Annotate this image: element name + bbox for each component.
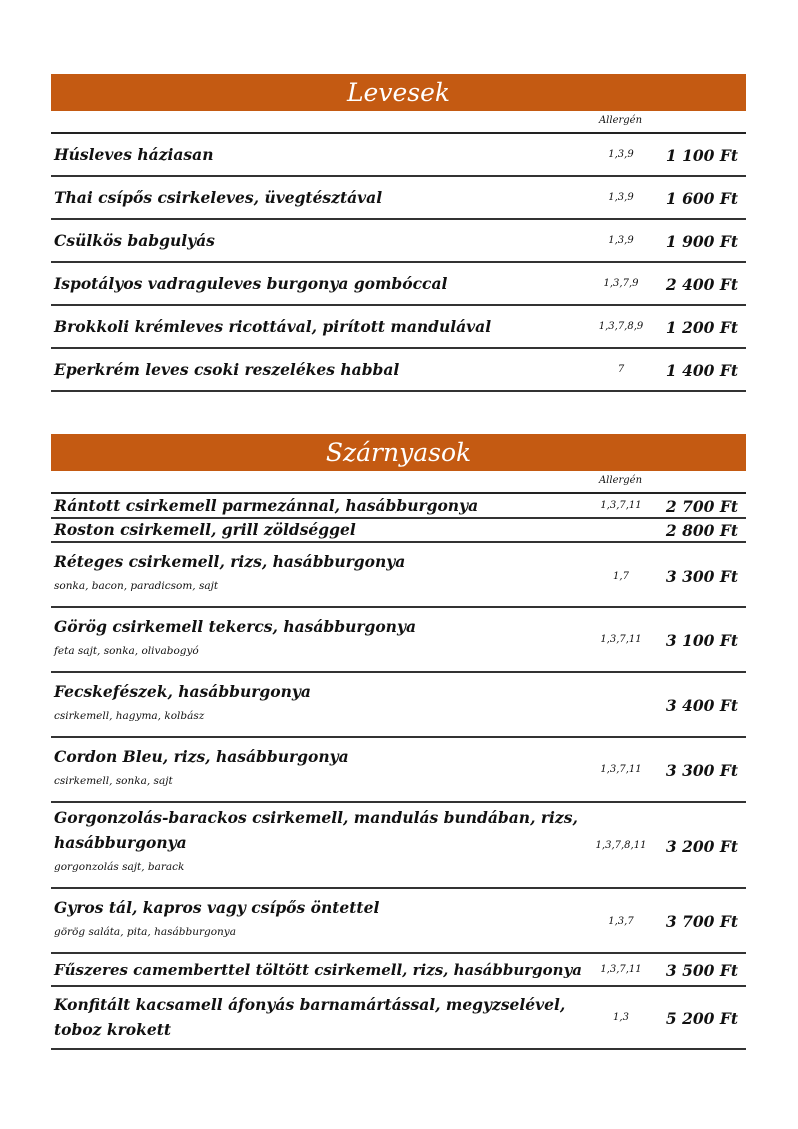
item-name: Gyros tál, kapros vagy csípős öntettel <box>54 898 380 917</box>
item-price: 1 100 Ft <box>665 146 738 165</box>
item-allergens: 1,3 <box>613 1012 629 1023</box>
item-name: Görög csirkemell tekercs, hasábburgonya <box>54 617 417 636</box>
allergen-header: Allergén <box>598 475 643 486</box>
item-allergens: 1,3,7 <box>608 916 634 927</box>
item-price: 3 100 Ft <box>665 631 738 650</box>
item-name: Fecskefészek, hasábburgonya <box>54 682 311 701</box>
item-description: görög saláta, pita, hasábburgonya <box>54 926 236 938</box>
item-description: csirkemell, hagyma, kolbász <box>54 710 205 722</box>
menu-item <box>51 543 746 608</box>
menu-item <box>51 987 746 1050</box>
menu-item <box>51 738 746 803</box>
item-name: Rántott csirkemell parmezánnal, hasábburgonya <box>54 496 479 515</box>
item-price: 3 200 Ft <box>665 837 738 856</box>
menu-item <box>51 519 746 543</box>
item-name: Réteges csirkemell, rizs, hasábburgonya <box>54 552 406 571</box>
item-name: Húsleves háziasan <box>54 145 214 164</box>
item-price: 1 900 Ft <box>665 232 738 251</box>
item-name-line2: toboz krokett <box>54 1020 172 1039</box>
allergen-header: Allergén <box>598 115 643 126</box>
item-allergens: 1,3,7,9 <box>603 278 639 289</box>
allergen-header-row <box>51 111 746 134</box>
item-price: 1 400 Ft <box>665 361 738 380</box>
section-title: Szárnyasok <box>51 434 746 471</box>
item-allergens: 1,3,7,11 <box>600 964 642 975</box>
menu-item <box>51 349 746 392</box>
item-name: Roston csirkemell, grill zöldséggel <box>54 520 356 539</box>
item-allergens: 1,3,7,11 <box>600 764 642 775</box>
item-description: gorgonzolás sajt, barack <box>54 861 185 873</box>
item-price: 1 200 Ft <box>665 318 738 337</box>
item-allergens: 1,3,9 <box>608 235 634 246</box>
item-name-line2: hasábburgonya <box>54 833 187 852</box>
item-price: 5 200 Ft <box>665 1009 738 1028</box>
item-name-line1: Gorgonzolás-barackos csirkemell, mandulás bundában, rizs, <box>54 808 578 827</box>
item-name: Ispotályos vadraguleves burgonya gombóccal <box>54 274 448 293</box>
item-name: Thai csípős csirkeleves, üvegtésztával <box>54 188 383 207</box>
menu-item <box>51 306 746 349</box>
item-description: feta sajt, sonka, olivabogyó <box>54 645 199 657</box>
item-price: 3 300 Ft <box>665 761 738 780</box>
item-price: 2 700 Ft <box>665 497 738 516</box>
allergen-header-row <box>51 471 746 494</box>
item-description: sonka, bacon, paradicsom, sajt <box>54 580 219 592</box>
item-allergens: 1,3,7,8,9 <box>598 321 644 332</box>
item-description: csirkemell, sonka, sajt <box>54 775 173 787</box>
menu-item <box>51 263 746 306</box>
item-allergens: 7 <box>617 364 625 375</box>
item-price: 3 500 Ft <box>665 961 738 980</box>
menu-item <box>51 177 746 220</box>
item-price: 2 400 Ft <box>665 275 738 294</box>
item-price: 3 400 Ft <box>665 696 738 715</box>
item-allergens: 1,3,7,11 <box>600 634 642 645</box>
item-name: Eperkrém leves csoki reszelékes habbal <box>54 360 400 379</box>
section-szarnyasok <box>51 434 746 1050</box>
item-name: Brokkoli krémleves ricottával, pirított mandulával <box>54 317 492 336</box>
item-price: 2 800 Ft <box>665 521 738 540</box>
item-price: 3 300 Ft <box>665 567 738 586</box>
menu-item <box>51 673 746 738</box>
item-price: 1 600 Ft <box>665 189 738 208</box>
menu-item <box>51 889 746 954</box>
item-allergens: 1,3,7,11 <box>600 500 642 511</box>
section-levesek <box>51 74 746 392</box>
item-price: 3 700 Ft <box>665 912 738 931</box>
item-name: Csülkös babgulyás <box>54 231 215 250</box>
menu-item <box>51 608 746 673</box>
item-allergens: 1,3,9 <box>608 192 634 203</box>
item-allergens: 1,3,9 <box>608 149 634 160</box>
item-name: Fűszeres camemberttel töltött csirkemell, rizs, hasábburgonya <box>54 961 583 979</box>
item-name-line1: Konfitált kacsamell áfonyás barnamártással, megyzselével, <box>54 995 566 1014</box>
menu-item <box>51 134 746 177</box>
menu-item <box>51 220 746 263</box>
item-allergens: 1,3,7,8,11 <box>595 840 647 851</box>
section-title: Levesek <box>51 74 746 111</box>
menu-item <box>51 803 746 889</box>
menu-item <box>51 954 746 987</box>
item-name: Cordon Bleu, rizs, hasábburgonya <box>54 747 349 766</box>
item-allergens: 1,7 <box>613 571 629 582</box>
